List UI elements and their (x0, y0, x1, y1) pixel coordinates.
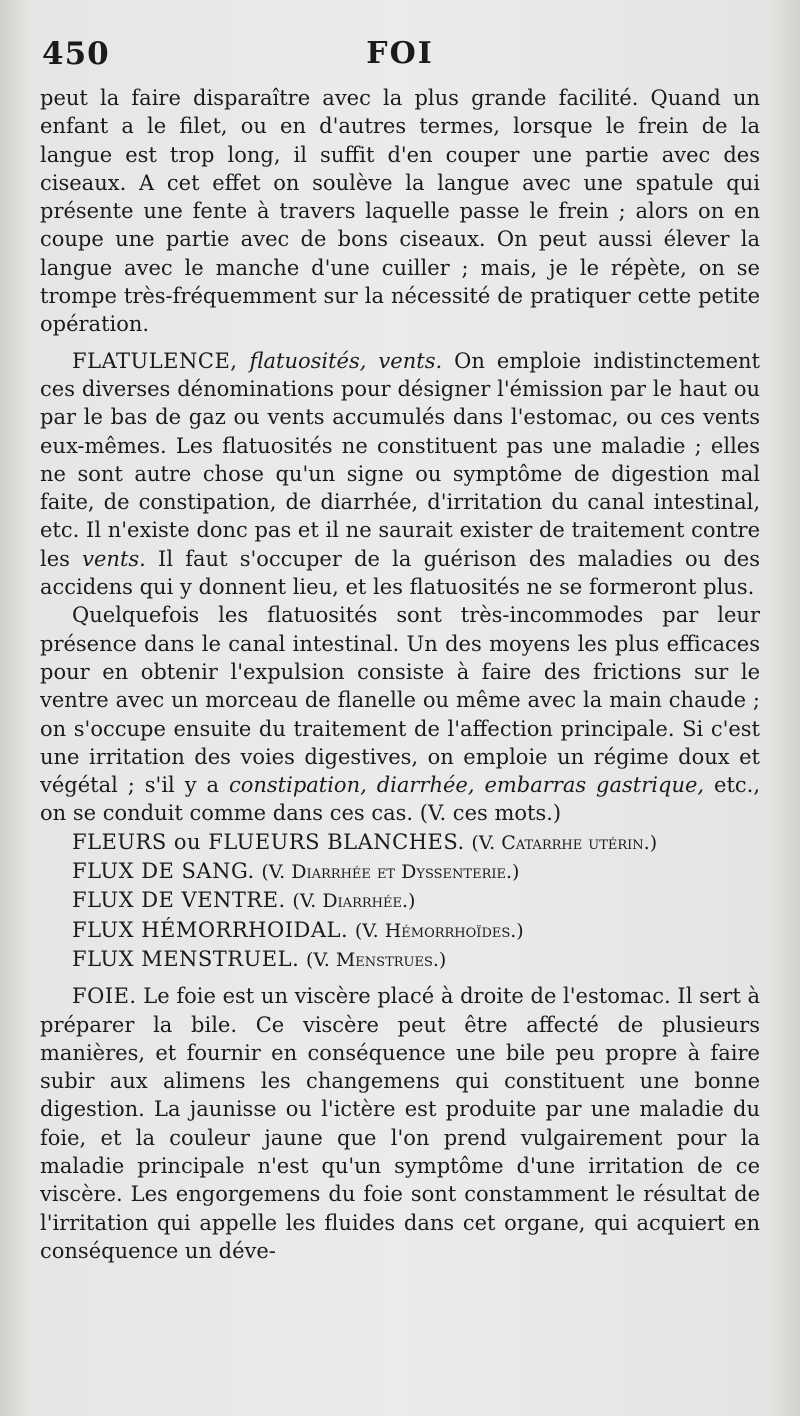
entry-text: Le foie est un viscère placé à droite de l'estomac. Il sert à préparer la bile. Ce viscère peut être affecté de plusieurs manières, et fournir en conséquence une bile peu propre à faire subir aux alimens les changemens qui constituent une bonne digestion. La jaunisse ou l'ictère est produite par une maladie du foie, et la couleur jaune que l'on prend vulgairement pour la maladie principale n'est qu'un symptôme d'une irritation de ce viscère. Les engorgemens du foie sont constamment le résultat de l'irritation qui appelle les fluides dans cet organe, qui acquiert en conséquence un déve- (40, 984, 760, 1263)
xref-target: (V. Menstrues.) (305, 948, 447, 971)
cross-reference-item (40, 916, 760, 945)
entry-text: Il faut s'occuper de la guérison des maladies ou des accidens qui y donnent lieu, et les flatuosités ne se formeront plus. (40, 546, 760, 600)
entry-heading: FOIE. (72, 984, 137, 1009)
paragraph-flatuosites (40, 601, 760, 827)
body-text (40, 84, 760, 1265)
page-number: 450 (42, 36, 110, 72)
xref-heading: FLUX DE SANG. (72, 859, 255, 884)
entry-flatulence (40, 347, 760, 602)
running-head (40, 36, 760, 84)
paragraph-text: etc., on se conduit comme dans ces cas. (V. ces mots.) (40, 773, 760, 826)
cross-reference-item (40, 945, 760, 974)
xref-target: (V. Catarrhe utérin.) (471, 831, 658, 854)
paragraph-italic: constipation, diarrhée, embarras gastrique, (228, 773, 705, 798)
entry-synonyms: flatuosités, vents. (249, 348, 443, 373)
xref-heading: FLUX MENSTRUEL. (72, 946, 300, 971)
entry-italic-word: vents. (82, 546, 146, 571)
paragraph-continuation: peut la faire disparaître avec la plus grande facilité. Quand un enfant a le filet, ou en d'autres termes, lorsque le frein de la langue est trop long, il suffit d'en couper une partie avec des ciseaux. A cet effet on soulève la langue avec une spatule qui présente une fente à travers laquelle passe le frein ; alors on en coupe une partie avec de bons ciseaux. On peut aussi élever la langue avec le manche d'une cuiller ; mais, je le répète, on se trompe très-fréquemment sur la nécessité de pratiquer cette petite opération. (40, 86, 760, 337)
running-head-word: FOI (366, 36, 434, 71)
entry-foie (40, 982, 760, 1265)
entry-heading: FLATULENCE, (72, 348, 238, 373)
cross-reference-item (40, 886, 760, 915)
paragraph-text: Quelquefois les flatuosités sont très-incommodes par leur présence dans le canal intestinal. Un des moyens les plus efficaces pour en obtenir l'expulsion consiste à faire des frictions sur le ventre avec un morceau de flanelle ou même avec la main chaude ; on s'occupe ensuite du traitement de l'affection principale. Si c'est une irritation des voies digestives, on emploie un régime doux et végétal ; s'il y a (40, 603, 760, 798)
xref-target: (V. Diarrhée.) (292, 890, 416, 913)
xref-target: (V. Hémorrhoïdes.) (354, 919, 524, 942)
xref-heading: FLEURS ou FLUEURS BLANCHES. (72, 829, 465, 854)
cross-reference-item (40, 857, 760, 886)
xref-heading: FLUX HÉMORRHOIDAL. (72, 917, 349, 942)
xref-heading: FLUX DE VENTRE. (72, 888, 286, 913)
cross-reference-list (40, 828, 760, 974)
cross-reference-item (40, 828, 760, 857)
entry-text: On emploie indistinctement ces diverses dénominations pour désigner l'émission par le haut ou par le bas de gaz ou vents accumulés dans l'estomac, ou ces vents eux-mêmes. Les flatuosités ne constituent pas une maladie ; elles ne sont autre chose qu'un signe ou symptôme de digestion mal faite, de constipation, de diarrhée, d'irritation du canal intestinal, etc. Il n'existe donc pas et il ne saurait exister de traitement contre les (40, 348, 760, 571)
xref-target: (V. Diarrhée et Dyssenterie.) (261, 861, 520, 884)
